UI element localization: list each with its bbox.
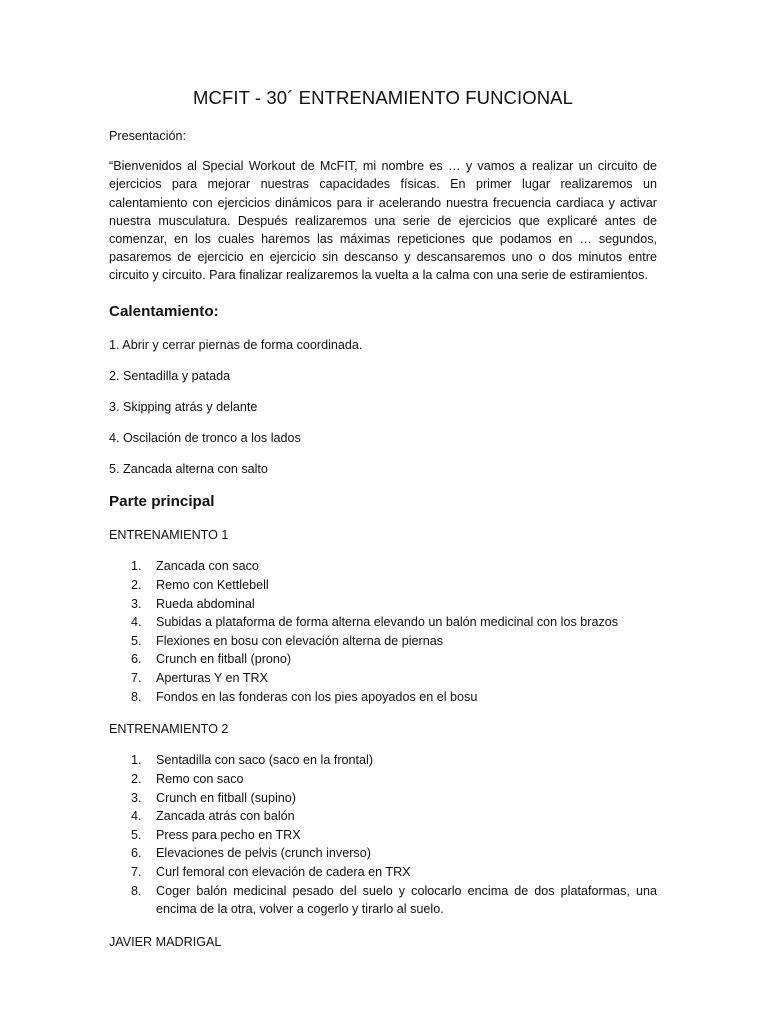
list-text: Remo con saco [156,771,244,786]
list-item [109,669,657,688]
list-text: Elevaciones de pelvis (crunch inverso) [156,846,371,861]
list-number: 3. [131,596,142,611]
list-number: 5. [131,633,142,648]
list-text: Zancada con saco [156,559,259,574]
list-number: 8. [131,883,142,898]
warmup-item: 3. Skipping atrás y delante [109,399,258,414]
warmup-item: 4. Oscilación de tronco a los lados [109,430,301,445]
warmup-heading: Calentamiento: [109,302,219,320]
list-item [109,595,657,614]
list-number: 7. [131,864,142,879]
list-number: 4. [131,615,142,630]
list-item [109,576,657,595]
list-item [109,807,657,826]
training-2-list [109,751,657,918]
list-item [109,557,657,576]
list-text: Subidas a plataforma de forma alterna elevando un balón medicinal con los brazos [156,615,619,630]
list-item [109,751,657,770]
list-text: Press para pecho en TRX [156,827,301,842]
list-text: Crunch en fitball (prono) [156,652,292,667]
list-text: Rueda abdominal [156,596,255,611]
list-text: Aperturas Y en TRX [156,670,269,685]
training-1-label: ENTRENAMIENTO 1 [109,528,229,543]
list-item [109,789,657,808]
list-number: 8. [131,689,142,704]
list-number: 4. [131,809,142,824]
list-text: Zancada atrás con balón [156,809,295,824]
list-item [109,632,657,651]
warmup-list [109,336,657,479]
list-text: Remo con Kettlebell [156,578,269,592]
list-number: 1. [131,753,142,768]
list-item [109,770,657,789]
list-number: 2. [131,578,142,592]
list-number: 7. [131,670,142,685]
list-item [109,650,657,669]
list-number: 6. [131,652,142,667]
presentation-label: Presentación: [109,129,187,143]
list-text: Curl femoral con elevación de cadera en TRX [156,864,411,879]
main-part-heading: Parte principal [109,493,215,511]
list-item [109,882,657,919]
list-number: 3. [131,790,142,805]
list-text: Coger balón medicinal pesado del suelo y colocarlo encima de dos plataformas, una encima de la otra, volver a cogerlo y tirarlo al suelo. [156,883,657,917]
list-number: 6. [131,846,142,861]
list-text: Flexiones en bosu con elevación alterna de piernas [156,633,444,648]
list-text: Crunch en fitball (supino) [156,790,297,805]
list-number: 5. [131,827,142,842]
list-number: 1. [131,559,142,574]
training-1-list [109,557,657,706]
list-text: Sentadilla con saco (saco en la frontal) [156,753,374,768]
list-item [109,844,657,863]
list-item [109,826,657,845]
intro-paragraph: “Bienvenidos al Special Workout de McFIT, mi nombre es … y vamos a realizar un circuito de ejercicios para mejorar nuestras capacidades físicas. En primer lugar realizaremos un calentamiento con ejercicios dinámicos para ir acelerando nuestra frecuencia cardiaca y activar nuestra musculatura. Después realizaremos una serie de ejercicios que explicaré antes de comenzar, en los cuales haremos las máximas repeticiones que podamos en … segundos, pasaremos de ejercicio en ejercicio sin descanso y descansaremos uno o dos minutos entre circuito y circuito. Para finalizar realizaremos la vuelta a la calma con una serie de estiramientos. [109,159,657,283]
list-text: Fondos en las fonderas con los pies apoyados en el bosu [156,689,478,704]
list-item [109,863,657,882]
list-item [109,688,657,707]
warmup-item: 1. Abrir y cerrar piernas de forma coordinada. [109,337,363,352]
list-number: 2. [131,771,142,786]
author-name: JAVIER MADRIGAL [109,934,222,949]
document-title: MCFIT - 30´ ENTRENAMIENTO FUNCIONAL [192,87,574,108]
warmup-item: 2. Sentadilla y patada [109,368,231,383]
training-2-label: ENTRENAMIENTO 2 [109,722,229,737]
list-item [109,613,657,632]
warmup-item: 5. Zancada alterna con salto [109,462,268,476]
